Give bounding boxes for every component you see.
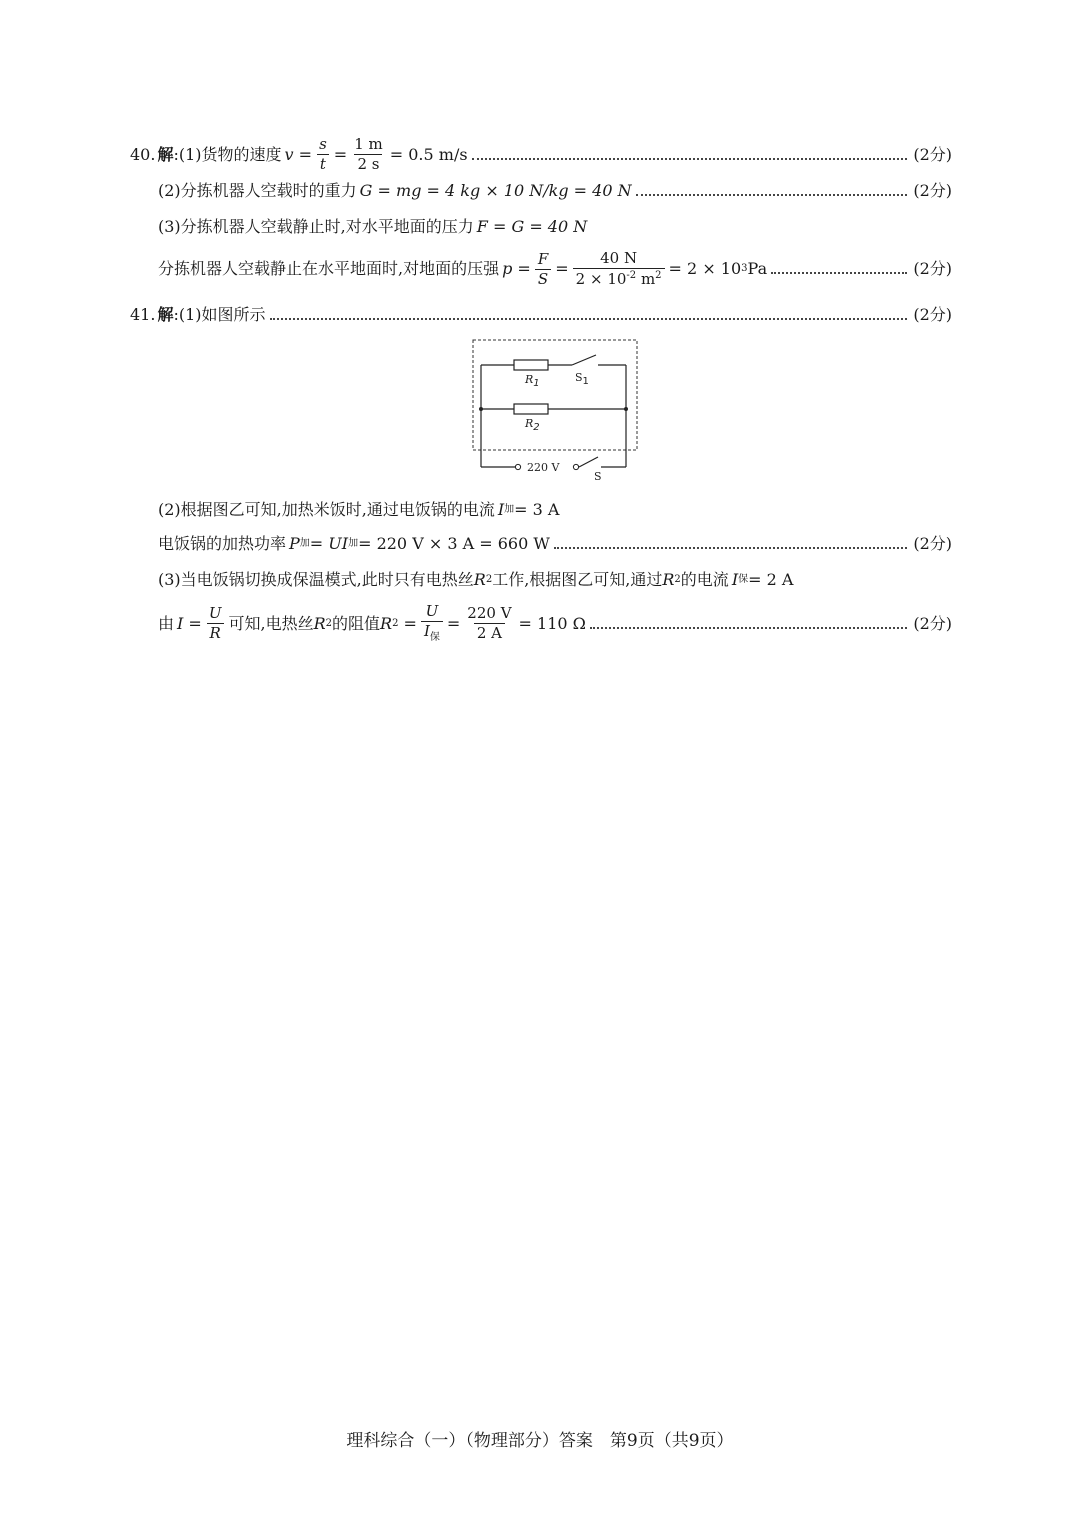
switch-label: S — [594, 470, 602, 483]
dot-leader — [554, 547, 908, 549]
switch-s — [579, 457, 598, 467]
score: (2分) — [913, 181, 952, 200]
circuit-diagram — [470, 337, 640, 483]
voltage-label: 220 V — [527, 461, 560, 474]
solve-label: 解 — [157, 144, 174, 164]
junction-dot — [479, 407, 483, 411]
junction-dot — [624, 407, 628, 411]
fraction: $\frac{U}{I_保}$ — [421, 604, 443, 643]
dot-leader — [590, 627, 907, 629]
score: (2分) — [913, 259, 952, 278]
score: (2分) — [913, 613, 952, 633]
terminal — [573, 464, 578, 469]
svg-text:S1: S1 — [575, 371, 589, 387]
svg-text:R2: R2 — [525, 417, 540, 433]
score: (2分) — [913, 534, 952, 553]
dot-leader — [771, 272, 907, 274]
dot-leader — [472, 158, 908, 160]
q40-part3: (3)分拣机器人空载静止时,对水平地面的压力 F = G = 40 N — [158, 217, 588, 236]
solve-label: 解 — [157, 305, 174, 324]
question-number: 40. — [130, 144, 156, 164]
fraction: $\frac{220 V}{2 A}$ — [467, 604, 512, 642]
dashed-box — [473, 340, 637, 450]
page-footer: 理科综合（一）（物理部分）答案 第9页（共9页） — [346, 1431, 734, 1451]
q41-part4: (3)当电饭锅切换成保温模式,此时只有电热丝 R 2 工作,根据图乙可知,通过 R 2 的电流 I 保 = 2 A — [158, 570, 794, 589]
fraction: $\frac{1 m}{2 s}$ — [354, 135, 383, 173]
fraction: $\frac{40 N}{2 \times 10^{-2} m^2}$ — [573, 251, 665, 287]
resistor-r2 — [514, 404, 548, 414]
q40-p1-prefix: (1)货物的速度 — [178, 144, 282, 164]
terminal — [515, 464, 520, 469]
score: (2分) — [913, 144, 952, 164]
q41-part3: 电饭锅的加热功率 P 加 = UI 加 = 220 V × 3 A = 660 W (2分) — [158, 534, 952, 553]
fraction: $\frac{F}{S}$ — [535, 252, 551, 287]
q40-part1: 40. 解 : (1)货物的速度 v = $\frac{s}{t}$ = $\frac{1 m}{2 s}$ = 0.5 m/s (2分) — [130, 135, 952, 173]
switch-s1 — [572, 355, 596, 365]
svg-text:R1: R1 — [525, 373, 540, 389]
question-number: 41. — [130, 305, 156, 324]
q41-part5: 由 I = $\frac{U}{R}$ 可知,电热丝 R 2 的阻值 R 2 = $\frac{U}{I_保}$ = $\frac{220 V}{2 A}$ = 110 Ω (2分) — [158, 602, 952, 643]
q40-part4: 分拣机器人空载静止在水平地面时,对地面的压强 p = $\frac{F}{S}$ = $\frac{40 N}{2 \times 10^{-2} m^2}$ = 2 × 10 3 Pa (2分) — [158, 249, 952, 288]
q41-part2: (2)根据图乙可知,加热米饭时,通过电饭锅的电流 I 加 = 3 A — [158, 500, 560, 519]
fraction: $\frac{U}{R}$ — [206, 606, 225, 641]
q40-part2: (2)分拣机器人空载时的重力 G = mg = 4 kg × 10 N/kg = 40 N (2分) — [158, 181, 952, 200]
score: (2分) — [913, 305, 952, 324]
resistor-r1 — [514, 360, 548, 370]
dot-leader — [270, 318, 908, 320]
fraction: $\frac{s}{t}$ — [316, 137, 330, 172]
dot-leader — [636, 194, 908, 196]
q41-part1: 41. 解 : (1)如图所示 (2分) — [130, 305, 952, 324]
